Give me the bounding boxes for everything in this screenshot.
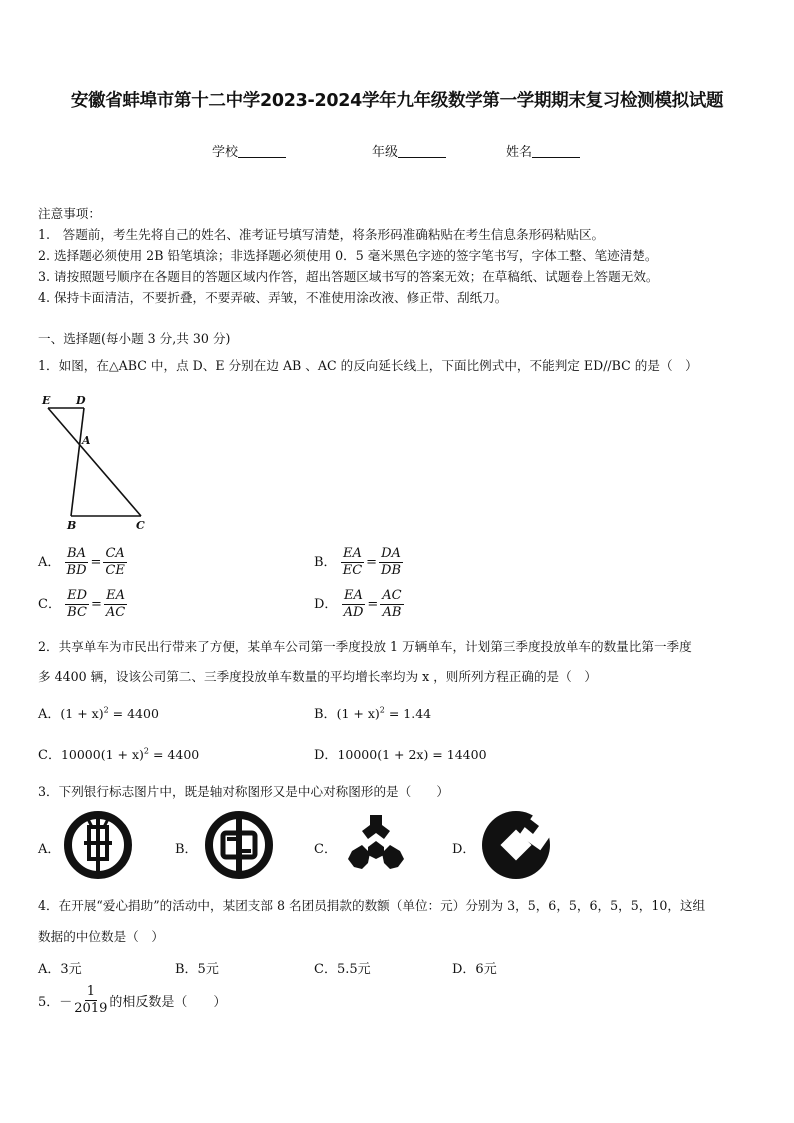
label-A: A [82, 434, 91, 447]
math-expr: = 4400 [149, 747, 200, 762]
denominator: BC [67, 605, 87, 620]
q4-option-a[interactable]: A．3元 [38, 962, 82, 977]
question-4-line2: 数据的中位数是（ ） [38, 929, 164, 944]
triangle-figure [38, 388, 153, 536]
q4-option-b[interactable]: B．5元 [175, 962, 219, 977]
option-label: A． [38, 707, 61, 722]
notice-item: 1. 答题前，考生先将自己的姓名、准考证号填写清楚，将条形码准确粘贴在考生信息条形码粘贴区。 [38, 227, 605, 242]
q2-option-b[interactable] [314, 703, 431, 722]
exponent: 2 [379, 705, 385, 715]
denominator: 2019 [74, 1001, 108, 1016]
denominator: AC [105, 605, 126, 620]
option-label: C． [38, 597, 61, 612]
q3-option-c-label[interactable]: C． [314, 842, 337, 857]
option-label: C． [38, 748, 61, 763]
grade-label: 年级 [372, 145, 399, 160]
numerator: AC [382, 588, 402, 603]
denominator: BD [66, 563, 87, 578]
question-3-stem: 3．下列银行标志图片中，既是轴对称图形又是中心对称图形的是（ ） [38, 784, 450, 799]
question-2-line1: 2．共享单车为市民出行带来了方便，某单车公司第一季度投放 1 万辆单车，计划第三季度投放单车的数量比第一季度 [38, 639, 692, 654]
denominator: EC [342, 563, 363, 578]
label-D: D [76, 394, 86, 407]
question-5-stem [38, 984, 226, 1017]
math-expr: 10000(1 + 2x) = 14400 [337, 747, 487, 762]
q2-option-c[interactable] [38, 744, 199, 763]
notice-item: 2. 选择题必须使用 2B 铅笔填涂；非选择题必须使用 0．5 毫米黑色字迹的签字笔书写，字体工整、笔迹清楚。 [38, 248, 658, 263]
page-title: 安徽省蚌埠市第十二中学2023-2024学年九年级数学第一学期期末复习检测模拟试题 [70, 91, 724, 111]
name-label: 姓名 [506, 145, 533, 160]
numerator: EA [344, 588, 363, 603]
q1-option-d[interactable] [314, 588, 404, 621]
q2-option-a[interactable] [38, 703, 159, 722]
numerator: EA [106, 588, 126, 603]
option-label: B． [314, 707, 337, 722]
exponent: 2 [143, 746, 149, 756]
q4-option-c[interactable]: C．5.5元 [314, 962, 371, 977]
q1-option-a[interactable] [38, 546, 127, 579]
numerator: EA [342, 546, 362, 561]
option-label: D． [314, 748, 338, 763]
exponent: 2 [103, 705, 109, 715]
label-E: E [42, 394, 51, 407]
question-2-line2: 多 4400 辆，设该公司第二、三季度投放单车数量的平均增长率均为 x ，则所列方程正确的是（ ） [38, 669, 597, 684]
math-expr: (1 + x) [60, 706, 104, 721]
numerator: DA [381, 546, 401, 561]
question-4-line1: 4．在开展“爱心捐助”的活动中，某团支部 8 名团员捐款的数额（单位：元）分别为 3，5，6，5，6，5，5，10，这组 [38, 898, 706, 913]
grade-field[interactable] [372, 141, 446, 160]
math-expr: 10000(1 + x) [60, 747, 144, 762]
option-label: A． [38, 555, 61, 570]
numerator: ED [67, 588, 88, 603]
numerator: BA [67, 546, 86, 561]
bank-of-china-logo-icon [203, 809, 275, 881]
equals-sign: = [90, 555, 102, 570]
china-construction-bank-c-logo-icon [479, 808, 553, 882]
q3-option-a-label[interactable]: A． [38, 842, 61, 857]
equals-sign: = [366, 555, 378, 570]
q3-option-d-label[interactable]: D． [452, 842, 476, 857]
numerator: CA [105, 546, 125, 561]
q1-option-c[interactable] [38, 588, 127, 621]
q2-option-d[interactable] [314, 744, 487, 763]
math-expr: (1 + x) [336, 706, 380, 721]
math-expr: = 4400 [108, 706, 159, 721]
q4-option-d[interactable]: D．6元 [452, 962, 497, 977]
notice-heading: 注意事项： [38, 206, 101, 221]
denominator: CE [105, 563, 125, 578]
equals-sign: = [367, 597, 379, 612]
label-C: C [136, 519, 145, 532]
q3-option-b-label[interactable]: B． [175, 842, 198, 857]
label-B: B [67, 519, 77, 532]
option-label: D． [314, 597, 338, 612]
construction-bank-tri-logo-icon [340, 809, 412, 881]
section-heading: 一、选择题(每小题 3 分,共 30 分) [38, 331, 231, 346]
notice-item: 3. 请按照题号顺序在各题目的答题区域内作答，超出答题区域书写的答案无效；在草稿纸、试题卷上答题无效。 [38, 269, 659, 284]
school-field[interactable] [212, 141, 286, 160]
q1-option-b[interactable] [314, 546, 403, 579]
q5-prefix: 5．－ [38, 995, 73, 1010]
equals-sign: = [91, 597, 102, 612]
notice-item: 4. 保持卡面清洁，不要折叠，不要弄破、弄皱，不准使用涂改液、修正带、刮纸刀。 [38, 290, 508, 305]
numerator: 1 [86, 984, 95, 999]
agricultural-bank-logo-icon [62, 809, 134, 881]
name-field[interactable] [506, 141, 580, 160]
denominator: AD [343, 605, 364, 620]
denominator: DB [381, 563, 402, 578]
school-label: 学校 [212, 145, 239, 160]
math-expr: = 1.44 [384, 706, 432, 721]
q5-suffix: 的相反数是（ ） [109, 995, 227, 1010]
question-1-stem: 1．如图，在△ABC 中，点 D、E 分别在边 AB 、AC 的反向延长线上，下面比例式中，不能判定 ED//BC 的是（ ） [38, 358, 698, 373]
denominator: AB [382, 605, 402, 620]
option-label: B． [314, 555, 337, 570]
